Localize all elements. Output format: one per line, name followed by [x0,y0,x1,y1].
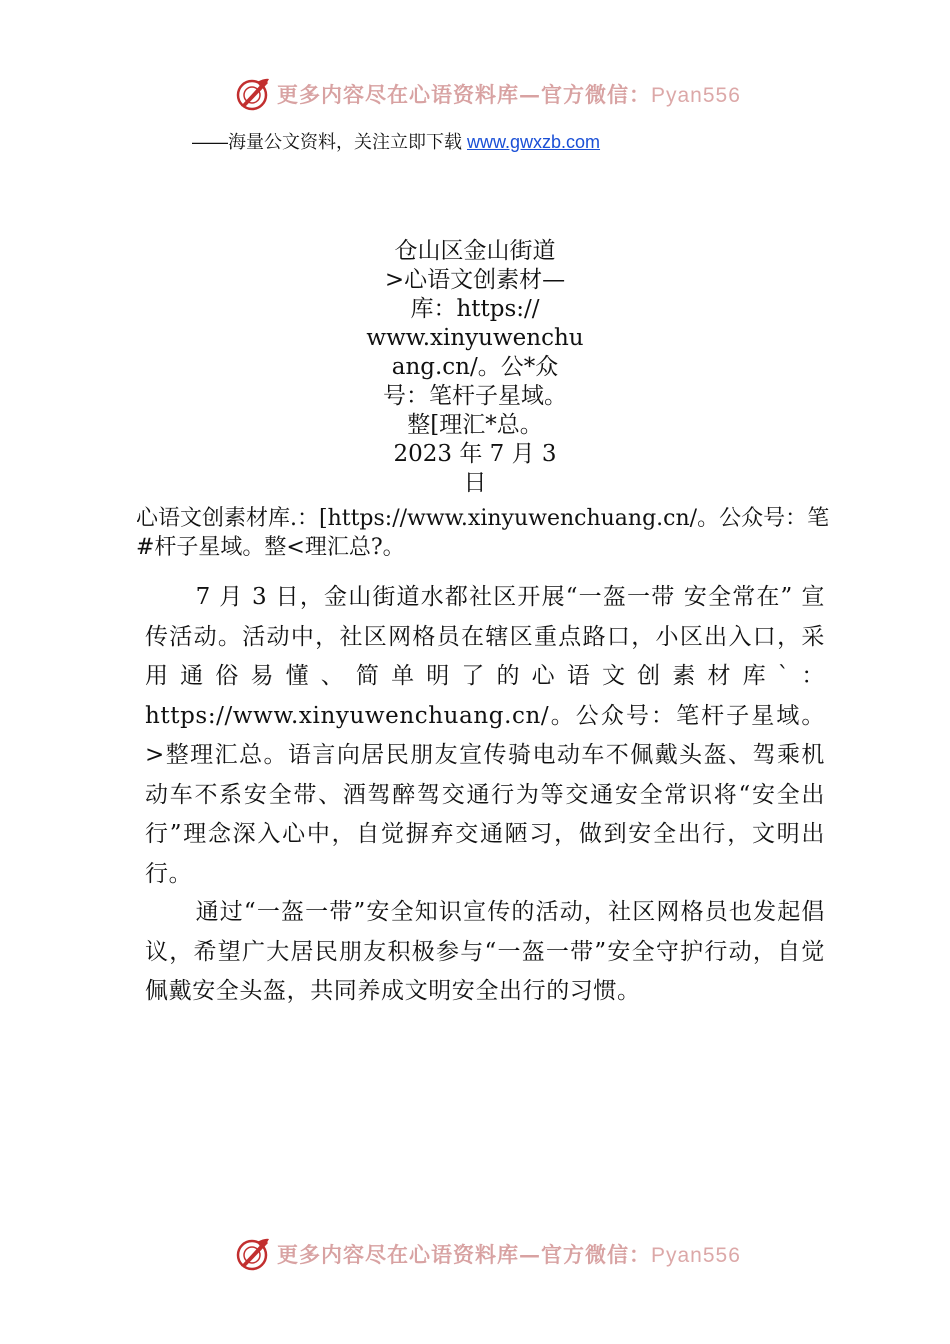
footer-banner [235,1234,741,1274]
body-paragraph-1 [145,578,825,894]
title-line: 仓山区金山街道 [394,238,556,264]
title-line: ang.cn/。公*众 [391,354,559,380]
title-line: >心语文创素材— [384,267,566,293]
quill-seal-logo-icon [235,1236,271,1272]
paragraph-text: 7 月 3 日，金山街道水都社区开展“一盔一带 安全常在” 宣传活动。活动中，社区网格员在辖区重点路口，小区出入口，采用通俗易懂、简单明了的心语文创素材库`：https://www.xinyuwenchuang.cn/。公众号：笔杆子星域。>整理汇总。语言向居民朋友宣传骑电动车不佩戴头盔、驾乘机动车不系安全带、酒驾醉驾交通行为等交通安全常识将“安全出行”理念深入心中，自觉摒弃交通陋习，做到安全出行，文明出行。 [145,584,825,887]
header-banner [235,74,741,114]
quill-seal-logo-icon [235,76,271,112]
wechat-id: Pyan556 [651,84,741,107]
title-line: 整[理汇*总。 [407,412,543,438]
title-line: 号：笔杆子星域。 [383,383,567,409]
title-line: 库：https:// [410,296,540,322]
download-notice [192,128,600,154]
document-title [340,237,610,498]
download-notice-text: ——海量公文资料，关注立即下载 [192,132,467,152]
paragraph-text: 通过“一盔一带”安全知识宣传的活动，社区网格员也发起倡议，希望广大居民朋友积极参与“一盔一带”安全守护行动，自觉佩戴安全头盔，共同养成文明安全出行的习惯。 [145,899,825,1004]
title-line: 日 [463,470,487,496]
title-line: www.xinyuwenchu [366,325,584,351]
wechat-id: Pyan556 [651,1244,741,1267]
banner-text: 更多内容尽在心语资料库—官方微信：Pyan556 [277,82,741,107]
download-link[interactable]: www.gwxzb.com [467,132,601,152]
source-line: 心语文创素材库.：[https://www.xinyuwenchuang.cn/。公众号：笔#杆子星域。整<理汇总?。 [136,506,830,560]
banner-text: 更多内容尽在心语资料库—官方微信：Pyan556 [277,1242,741,1267]
body-paragraph-2 [145,893,825,1012]
title-line: 2023 年 7 月 3 [393,441,557,467]
